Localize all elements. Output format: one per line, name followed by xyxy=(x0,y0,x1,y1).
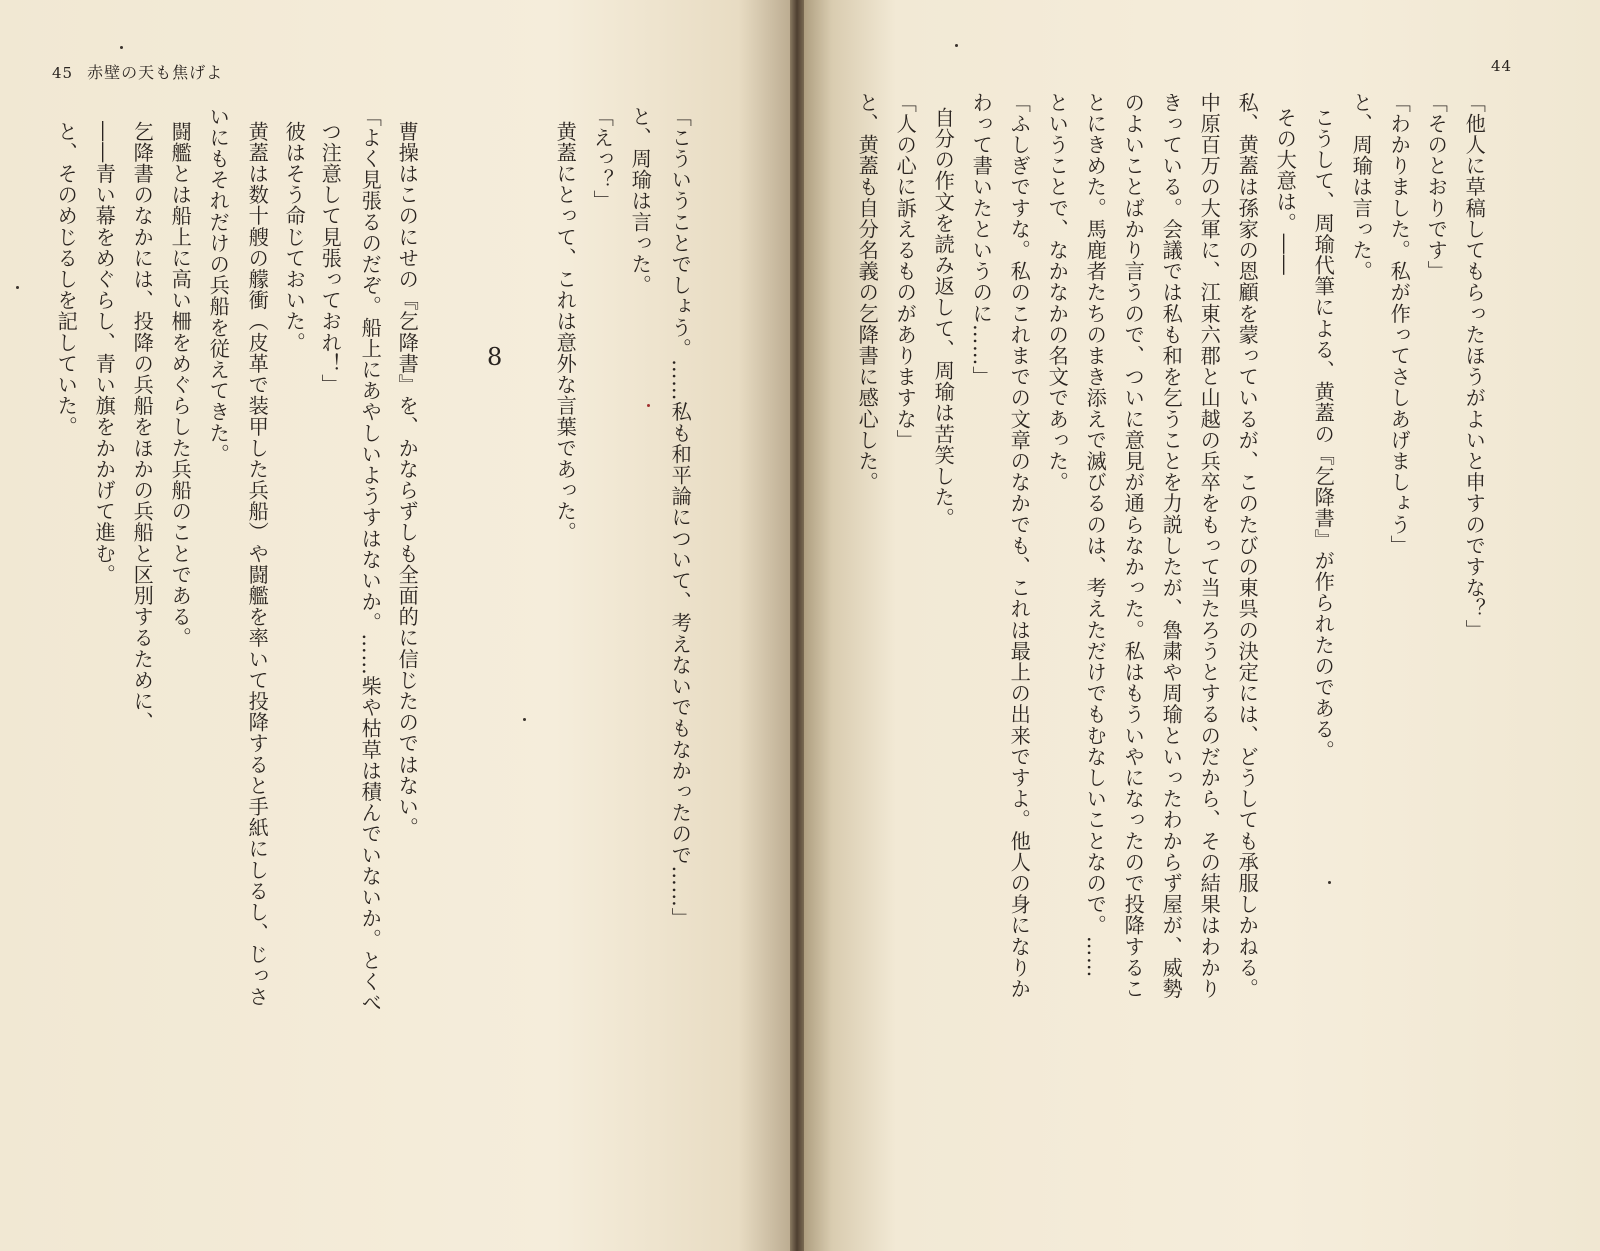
page-number: 44 xyxy=(1491,57,1513,75)
text-column: と、周瑜は言った。 xyxy=(628,106,653,296)
section-number: 8 xyxy=(487,343,503,371)
text-column: 闘艦とは船上に高い柵をめぐらした兵船のことである。 xyxy=(168,121,193,649)
right-page-header xyxy=(1491,57,1512,75)
text-column: きっている。会議では私も和を乞うことを力説したが、魯粛や周瑜といったわからず屋が、威勢 xyxy=(1159,92,1184,1000)
paper-speck xyxy=(16,286,19,289)
text-column: いにもそれだけの兵船を従えてきた。 xyxy=(206,106,231,465)
text-column: わって書いたというのに……」 xyxy=(969,92,994,388)
text-column: 私、黄蓋は孫家の恩顧を蒙っているが、このたびの東呉の決定には、どうしても承服しかねる。 xyxy=(1235,92,1260,1000)
text-column: その大意は。―― xyxy=(1273,107,1298,276)
text-column: ということで、なかなかの名文であった。 xyxy=(1045,92,1070,493)
text-column: と、周瑜は言った。 xyxy=(1349,92,1374,282)
text-column: とにきめた。馬鹿者たちのまき添えで滅びるのは、考えただけでもむなしいことなので。…… xyxy=(1083,92,1108,979)
text-column: と、黄蓋も自分名義の乞降書に感心した。 xyxy=(855,92,880,493)
text-column: 彼はそう命じておいた。 xyxy=(282,121,307,354)
paper-speck xyxy=(955,44,958,47)
text-column: 「わかりました。私が作ってさしあげましょう」 xyxy=(1387,92,1412,557)
paper-speck xyxy=(647,404,650,407)
text-column: 曹操はこのにせの『乞降書』を、かならずしも全面的に信じたのではない。 xyxy=(395,121,420,839)
text-column: 「人の心に訴えるものがありますな」 xyxy=(893,92,918,451)
text-column: のよいことばかり言うので、ついに意見が通らなかった。私はもういやになったので投降するこ xyxy=(1121,92,1146,1000)
text-column: 中原百万の大軍に、江東六郡と山越の兵卒をもって当たろうとするのだから、その結果はわかり xyxy=(1197,92,1222,1000)
text-column: 「ふしぎですな。私のこれまでの文章のなかでも、これは最上の出来ですよ。他人の身になりか xyxy=(1007,92,1032,1000)
text-column: 「こういうことでしょう。……私も和平論について、考えないでもなかったので……」 xyxy=(668,106,693,929)
text-column: ――青い幕をめぐらし、青い旗をかかげて進む。 xyxy=(92,121,117,586)
text-column: つ注意して見張っておれ！」 xyxy=(318,121,343,396)
paper-speck xyxy=(120,46,123,49)
page-number: 45 xyxy=(52,64,74,82)
text-column: 自分の作文を読み返して、周瑜は苦笑した。 xyxy=(931,107,956,529)
paper-speck xyxy=(523,718,526,721)
text-column: と、そのめじるしを記していた。 xyxy=(54,121,79,438)
text-column: 黄蓋は数十艘の艨衝（皮革で装甲した兵船）や闘艦を率いて投降すると手紙にしるし、じっさ xyxy=(245,121,270,1008)
text-column: 「そのとおりです」 xyxy=(1424,92,1449,282)
text-column: こうして、周瑜代筆による、黄蓋の『乞降書』が作られたのである。 xyxy=(1311,107,1336,762)
text-column: 乞降書のなかには、投降の兵船をほかの兵船と区別するために、 xyxy=(130,121,155,733)
text-column: 「えっ？」 xyxy=(590,106,615,212)
text-column: 「他人に草稿してもらったほうがよいと申すのですな？」 xyxy=(1462,92,1487,641)
text-column: 「よく見張るのだぞ。船上にあやしいようすはないか。……柴や枯草は積んでいないか。とくべ xyxy=(358,106,383,1014)
running-title: 赤壁の天も焦げよ xyxy=(87,63,224,82)
left-page-header xyxy=(52,60,223,83)
book-gutter xyxy=(790,0,804,1251)
paper-speck xyxy=(1328,881,1331,884)
text-column: 黄蓋にとって、これは意外な言葉であった。 xyxy=(553,121,578,543)
